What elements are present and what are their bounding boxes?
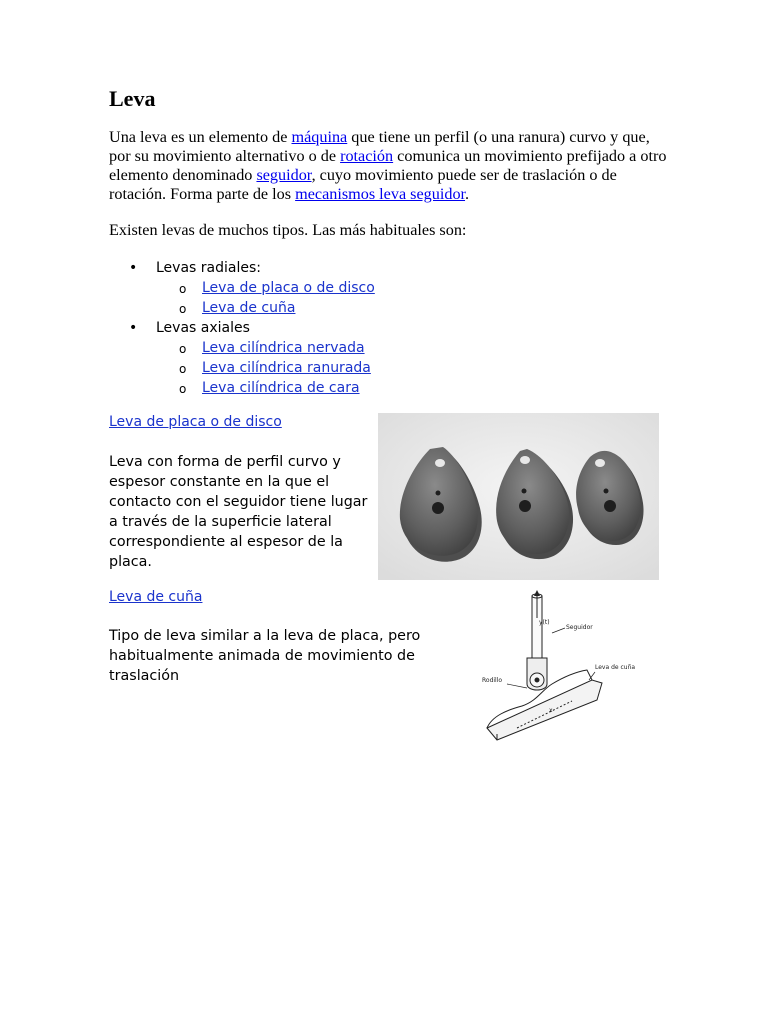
list-item-radiales xyxy=(109,258,375,278)
list-item xyxy=(109,378,375,398)
list-item xyxy=(109,298,375,318)
link-rotacion[interactable]: rotación xyxy=(340,147,394,165)
intro-text-2: que tiene un perfil (o una ranura) curvo y que, por su movimiento alternativo o de xyxy=(109,128,650,165)
intro-paragraph xyxy=(109,128,669,204)
section-link-cuna[interactable]: Leva de cuña xyxy=(109,589,203,605)
intro-text-4: , cuyo movimiento puede ser de traslación o de rotación. Forma parte de los xyxy=(109,166,617,203)
list-item-axiales xyxy=(109,318,375,338)
page-title: Leva xyxy=(109,86,156,111)
label-y: y(t) xyxy=(539,619,550,626)
section-heading-cuna xyxy=(109,589,202,605)
list-label-radiales: Levas radiales: xyxy=(156,260,261,276)
section-text-placa: Leva con forma de perfil curvo y espesor constante en la que el contacto con el seguidor tiene lugar a través de la superficie lateral correspondiente al espesor de la placa. xyxy=(109,454,368,570)
link-leva-ranurada[interactable]: Leva cilíndrica ranurada xyxy=(202,360,371,376)
link-leva-cara[interactable]: Leva cilíndrica de cara xyxy=(202,380,360,396)
intro-text-5: . xyxy=(465,185,470,203)
link-leva-nervada[interactable]: Leva cilíndrica nervada xyxy=(202,340,365,356)
list-item xyxy=(109,338,375,358)
link-leva-cuna[interactable]: Leva de cuña xyxy=(202,300,296,316)
label-rodillo: Rodillo xyxy=(482,677,503,684)
link-mecanismos[interactable]: mecanismos leva seguidor xyxy=(295,185,466,203)
section-heading-placa xyxy=(109,414,282,430)
link-leva-placa[interactable]: Leva de placa o de disco xyxy=(202,280,375,296)
label-x: x xyxy=(549,707,553,714)
intro-text-1: Una leva es un elemento de xyxy=(109,128,292,146)
section-link-placa[interactable]: Leva de placa o de disco xyxy=(109,414,282,430)
section-text-cuna: Tipo de leva similar a la leva de placa, pero habitualmente animada de movimiento de traslación xyxy=(109,628,421,684)
plate-cams-image xyxy=(378,413,659,580)
list-label-axiales: Levas axiales xyxy=(156,320,250,336)
list-item xyxy=(109,278,375,298)
intro-text-3: comunica un movimiento prefijado a otro elemento denominado xyxy=(109,147,667,184)
cam-types-list xyxy=(109,258,375,398)
link-seguidor[interactable]: seguidor xyxy=(256,166,312,184)
label-seguidor: Seguidor xyxy=(566,624,593,631)
list-item xyxy=(109,358,375,378)
wedge-cam-diagram xyxy=(477,588,638,744)
link-maquina[interactable]: máquina xyxy=(291,128,348,146)
label-leva-cuna: Leva de cuña xyxy=(595,664,636,671)
types-intro: Existen levas de muchos tipos. Las más habituales son: xyxy=(109,221,467,239)
